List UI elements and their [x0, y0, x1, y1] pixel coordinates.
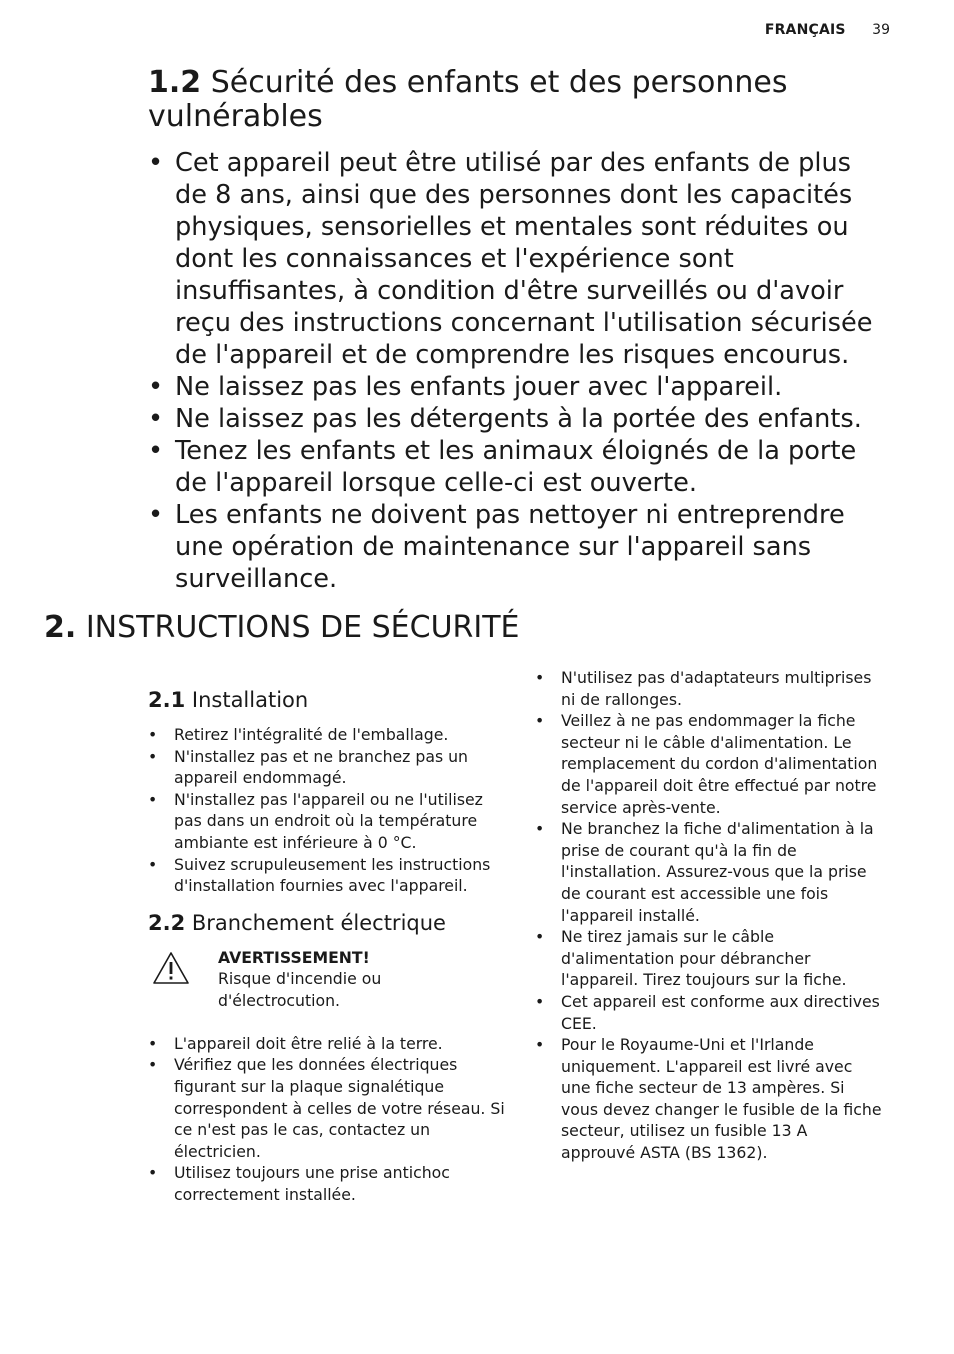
section-2-1-heading	[148, 686, 508, 714]
list-item: • Cet appareil est conforme aux directives CEE.	[535, 991, 885, 1034]
left-column	[148, 686, 508, 1206]
list-item: • Cet appareil peut être utilisé par des enfants de plus de 8 ans, ainsi que des personnes dont les capacités physiques, sensorielles et mentales sont réduites ou dont les connaissances et l'expérience sont insuffisantes, à condition d'être surveillés ou d'avoir reçu des instructions concernant l'utilisation sécurisée de l'appareil et de comprendre les risques encourus.	[148, 147, 884, 371]
list-item: • L'appareil doit être relié à la terre.	[148, 1033, 508, 1055]
section-2-2-heading	[148, 909, 508, 937]
page-number: 39	[872, 22, 890, 38]
section-1-2-title: Sécurité des enfants et des personnes vulnérables	[148, 65, 788, 134]
list-item: • Pour le Royaume-Uni et l'Irlande uniquement. L'appareil est livré avec une fiche secteur de 13 ampères. Si vous devez changer le fusible de la fiche secteur, utilisez un fusible 13 A approuvé ASTA (BS 1362).	[535, 1034, 885, 1164]
section-2-2-title: Branchement électrique	[191, 910, 446, 935]
list-item: • N'utilisez pas d'adaptateurs multiprises ni de rallonges.	[535, 667, 885, 710]
section-2-1-number: 2.1	[148, 688, 186, 712]
installation-list	[148, 724, 508, 897]
list-item: • Retirez l'intégralité de l'emballage.	[148, 724, 508, 746]
warning-text: Risque d'incendie ou d'électrocution.	[218, 969, 382, 1010]
warning-title: AVERTISSEMENT!	[218, 947, 370, 967]
electrical-list-continued	[535, 667, 885, 1164]
list-item: • Vérifiez que les données électriques figurant sur la plaque signalétique correspondent à celles de votre réseau. Si ce n'est pas le cas, contactez un électricien.	[148, 1054, 508, 1162]
warning-triangle-icon	[152, 951, 190, 985]
electrical-list	[148, 1033, 508, 1206]
list-item: • Veillez à ne pas endommager la fiche secteur ni le câble d'alimentation. Le remplacement du cordon d'alimentation de l'appareil doit être effectué par notre service après-vente.	[535, 710, 885, 818]
section-2-1-title: Installation	[191, 688, 309, 712]
list-item: • Tenez les enfants et les animaux éloignés de la porte de l'appareil lorsque celle-ci est ouverte.	[148, 435, 884, 499]
list-item: • Suivez scrupuleusement les instructions d'installation fournies avec l'appareil.	[148, 854, 508, 897]
children-safety-list	[148, 147, 884, 595]
list-item: • Ne laissez pas les enfants jouer avec l'appareil.	[148, 371, 884, 403]
section-2-2-number: 2.2	[148, 910, 186, 935]
section-2-number: 2.	[44, 610, 77, 645]
list-item: • N'installez pas et ne branchez pas un appareil endommagé.	[148, 746, 508, 789]
page-header	[765, 22, 890, 38]
language-label: FRANÇAIS	[764, 22, 846, 38]
section-2-title: INSTRUCTIONS DE SÉCURITÉ	[85, 610, 520, 645]
list-item: • Ne laissez pas les détergents à la portée des enfants.	[148, 403, 884, 435]
list-item: • Les enfants ne doivent pas nettoyer ni entreprendre une opération de maintenance sur l'appareil sans surveillance.	[148, 499, 884, 595]
list-item: • N'installez pas l'appareil ou ne l'utilisez pas dans un endroit où la température ambiante est inférieure à 0 °C.	[148, 789, 508, 854]
list-item: • Ne branchez la fiche d'alimentation à la prise de courant qu'à la fin de l'installation. Assurez-vous que la prise de courant est accessible une fois l'appareil installé.	[535, 818, 885, 926]
section-2-heading	[44, 608, 520, 648]
warning-text-block	[218, 947, 478, 1012]
list-item: • Utilisez toujours une prise antichoc correctement installée.	[148, 1162, 508, 1205]
section-1-2-heading	[148, 66, 878, 134]
section-1-2-number: 1.2	[148, 65, 202, 100]
right-column	[535, 667, 885, 1164]
list-item: • Ne tirez jamais sur le câble d'alimentation pour débrancher l'appareil. Tirez toujours sur la fiche.	[535, 926, 885, 991]
warning-box	[148, 947, 508, 1023]
